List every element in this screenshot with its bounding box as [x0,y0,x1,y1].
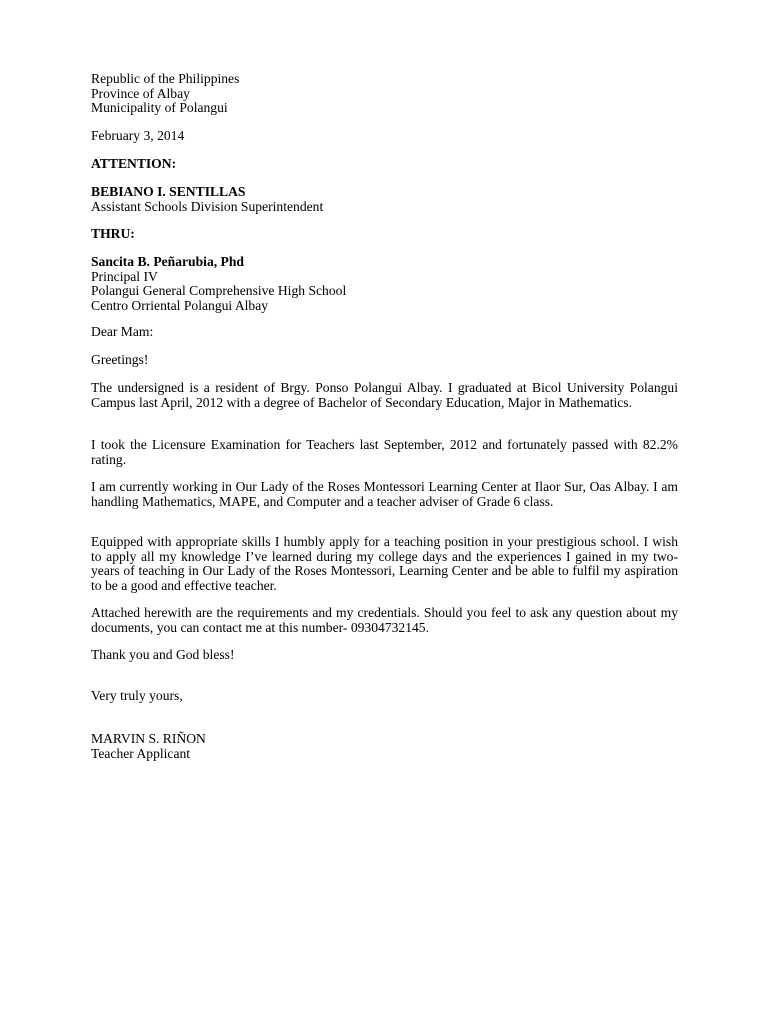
thru-name: Sancita B. Peñarubia, Phd [91,254,244,269]
letterhead-line-country: Republic of the Philippines [91,71,240,86]
signature-title: Teacher Applicant [91,745,191,761]
greeting [91,353,678,368]
attention-label [91,157,678,172]
body-paragraph-3 [91,480,678,509]
date-text: February 3, 2014 [91,128,185,143]
body-paragraph-4-text: Equipped with appropriate skills I humbly apply for a teaching position in your prestigious school. I wish to apply all my knowledge I’ve learned during my college days and the experiences I gained in my two-years of teaching in Our Lady of the Roses Montessori, Learning Center and be able to fulfil my aspiration to be a good and effective teacher. [91,534,678,593]
thru-title: Principal IV [91,268,158,284]
thru-recipient [91,255,678,313]
body-paragraph-2 [91,438,678,467]
greeting-text: Greetings! [91,352,149,367]
salutation-text: Dear Mam: [91,324,154,339]
closing-thanks [91,648,678,663]
thru-address: Centro Orriental Polangui Albay [91,297,269,313]
complimentary-close [91,689,678,704]
body-paragraph-5-text: Attached herewith are the requirements and my credentials. Should you feel to ask any question about my documents, you can contact me at this number- 09304732145. [91,605,678,635]
attention-label-text: ATTENTION: [91,156,177,171]
signature-name: MARVIN S. RIÑON [91,731,206,746]
body-paragraph-2-text: I took the Licensure Examination for Teachers last September, 2012 and fortunately passed with 82.2% rating. [91,437,678,467]
body-paragraph-1 [91,381,678,410]
letterhead [91,72,678,116]
signature-block [91,732,678,761]
attention-recipient [91,185,678,214]
body-paragraph-1-text: The undersigned is a resident of Brgy. Ponso Polangui Albay. I graduated at Bicol University Polangui Campus last April, 2012 with a degree of Bachelor of Secondary Education, Major in Mathematics. [91,380,678,410]
letterhead-line-municipality: Municipality of Polangui [91,100,228,116]
thru-label [91,227,678,242]
closing-thanks-text: Thank you and God bless! [91,647,235,662]
salutation [91,325,678,340]
thru-label-text: THRU: [91,226,135,241]
body-paragraph-5 [91,606,678,635]
attention-title: Assistant Schools Division Superintendent [91,198,324,214]
letterhead-line-province: Province of Albay [91,85,190,101]
attention-name: BEBIANO I. SENTILLAS [91,184,246,199]
complimentary-close-text: Very truly yours, [91,688,183,703]
body-paragraph-4 [91,535,678,593]
thru-school: Polangui General Comprehensive High School [91,283,347,299]
letter-date [91,129,678,144]
body-paragraph-3-text: I am currently working in Our Lady of the Roses Montessori Learning Center at Ilaor Sur, Oas Albay. I am handling Mathematics, MAPE, and Computer and a teacher adviser of Grade 6 class. [91,479,678,509]
